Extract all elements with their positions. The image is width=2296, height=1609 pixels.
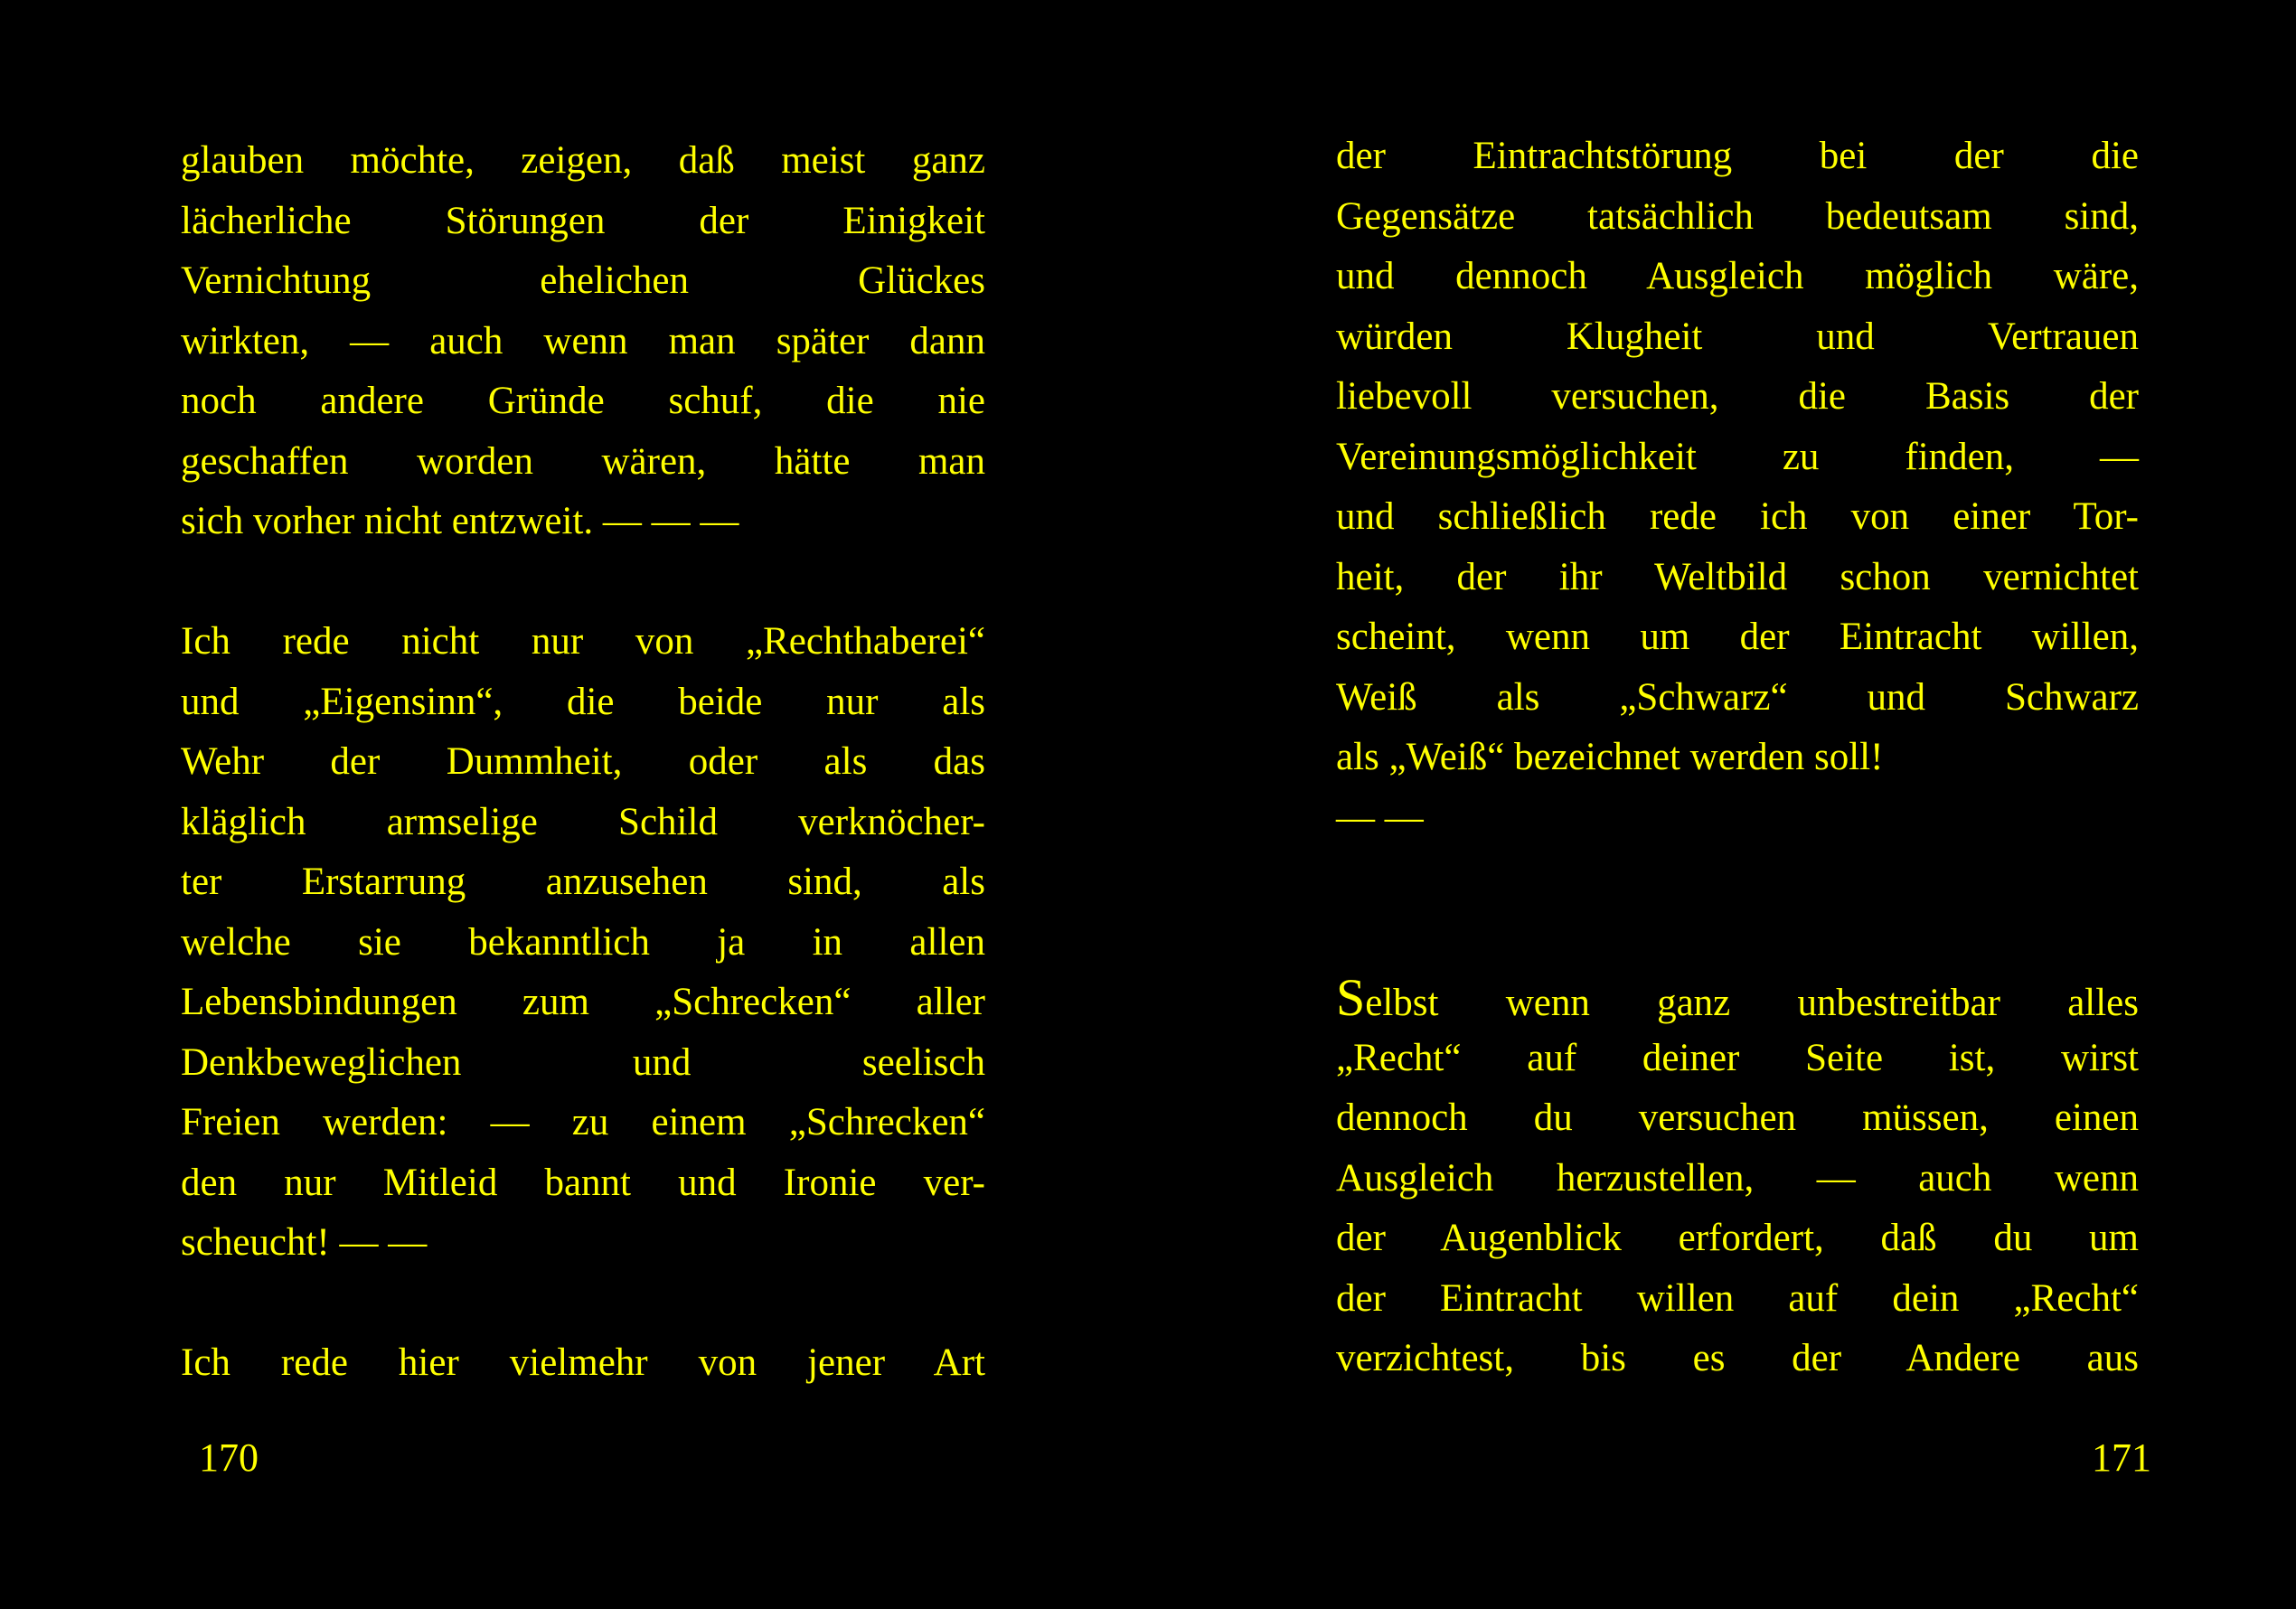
text-line: liebevoll versuchen, die Basis der xyxy=(1336,375,2139,418)
text-line: verzichtest, bis es der Andere aus xyxy=(1336,1337,2139,1379)
text-line: Wehr der Dummheit, oder als das xyxy=(181,740,985,783)
text-line: „Recht“ auf deiner Seite ist, wirst xyxy=(1336,1036,2139,1079)
text-line: den nur Mitleid bannt und Ironie ver- xyxy=(181,1161,985,1204)
text-line: Ausgleich herzustellen, — auch wenn xyxy=(1336,1156,2139,1200)
text-line: kläglich armselige Schild verknöcher- xyxy=(181,800,985,843)
left-text-block xyxy=(181,131,985,1394)
text-line: der Augenblick erfordert, daß du um xyxy=(1336,1217,2139,1259)
text-line: der Eintrachtstörung bei der die xyxy=(1336,135,2139,177)
text-line: lächerliche Störungen der Einigkeit xyxy=(181,199,985,242)
text-line: Freien werden: — zu einem „Schrecken“ xyxy=(181,1101,985,1143)
text-line: Denkbeweglichen und seelisch xyxy=(181,1040,985,1084)
paragraph-gap xyxy=(181,552,985,613)
text-line: heit, der ihr Weltbild schon vernichtet xyxy=(1336,555,2139,598)
text-line xyxy=(1336,968,2139,1029)
text-line: Ich rede hier vielmehr von jener Art xyxy=(181,1341,985,1384)
text-line: sich vorher nicht entzweit. — — — xyxy=(181,500,739,542)
text-line: scheucht! — — xyxy=(181,1221,428,1264)
text-line: geschaffen worden wären, hätte man xyxy=(181,439,985,483)
text-line: würden Klugheit und Vertrauen xyxy=(1336,315,2139,358)
page-number: 171 xyxy=(2092,1435,2151,1480)
paragraph-gap xyxy=(1336,848,2139,908)
text-line: Vereinungsmöglichkeit zu finden, — xyxy=(1336,435,2139,478)
text-line: und „Eigensinn“, die beide nur als xyxy=(181,680,985,723)
text-line: dennoch du versuchen müssen, einen xyxy=(1336,1096,2139,1139)
text-line: Lebensbindungen zum „Schrecken“ aller xyxy=(181,981,985,1023)
page-number: 170 xyxy=(199,1435,259,1480)
text-line: Ich rede nicht nur von „Rechthaberei“ xyxy=(181,620,985,663)
text-line: wirkten, — auch wenn man später dann xyxy=(181,319,985,362)
text-line: glauben möchte, zeigen, daß meist ganz xyxy=(181,139,985,182)
paragraph-gap xyxy=(1336,908,2139,969)
text-line: als „Weiß“ bezeichnet werden soll! xyxy=(1336,736,1884,778)
right-text-block xyxy=(1336,127,2139,1389)
text-line: der Eintracht willen auf dein „Recht“ xyxy=(1336,1276,2139,1320)
text-line-rest: elbst wenn ganz unbestreitbar alles xyxy=(1365,982,2139,1024)
text-line: noch andere Gründe schuf, die nie xyxy=(181,380,985,422)
text-line: ter Erstarrung anzusehen sind, als xyxy=(181,861,985,903)
text-line: und dennoch Ausgleich möglich wäre, xyxy=(1336,255,2139,297)
initial-letter: S xyxy=(1336,968,1366,1027)
text-line: scheint, wenn um der Eintracht willen, xyxy=(1336,616,2139,658)
text-line: und schließlich rede ich von einer Tor- xyxy=(1336,495,2139,538)
paragraph-gap xyxy=(181,1274,985,1334)
text-line: Gegensätze tatsächlich bedeutsam sind, xyxy=(1336,194,2139,238)
right-page xyxy=(1148,0,2296,1609)
text-line: welche sie bekanntlich ja in allen xyxy=(181,920,985,964)
text-line: Weiß als „Schwarz“ und Schwarz xyxy=(1336,675,2139,719)
text-line: Vernichtung ehelichen Glückes xyxy=(181,259,985,302)
text-line: — — xyxy=(1336,795,1424,839)
